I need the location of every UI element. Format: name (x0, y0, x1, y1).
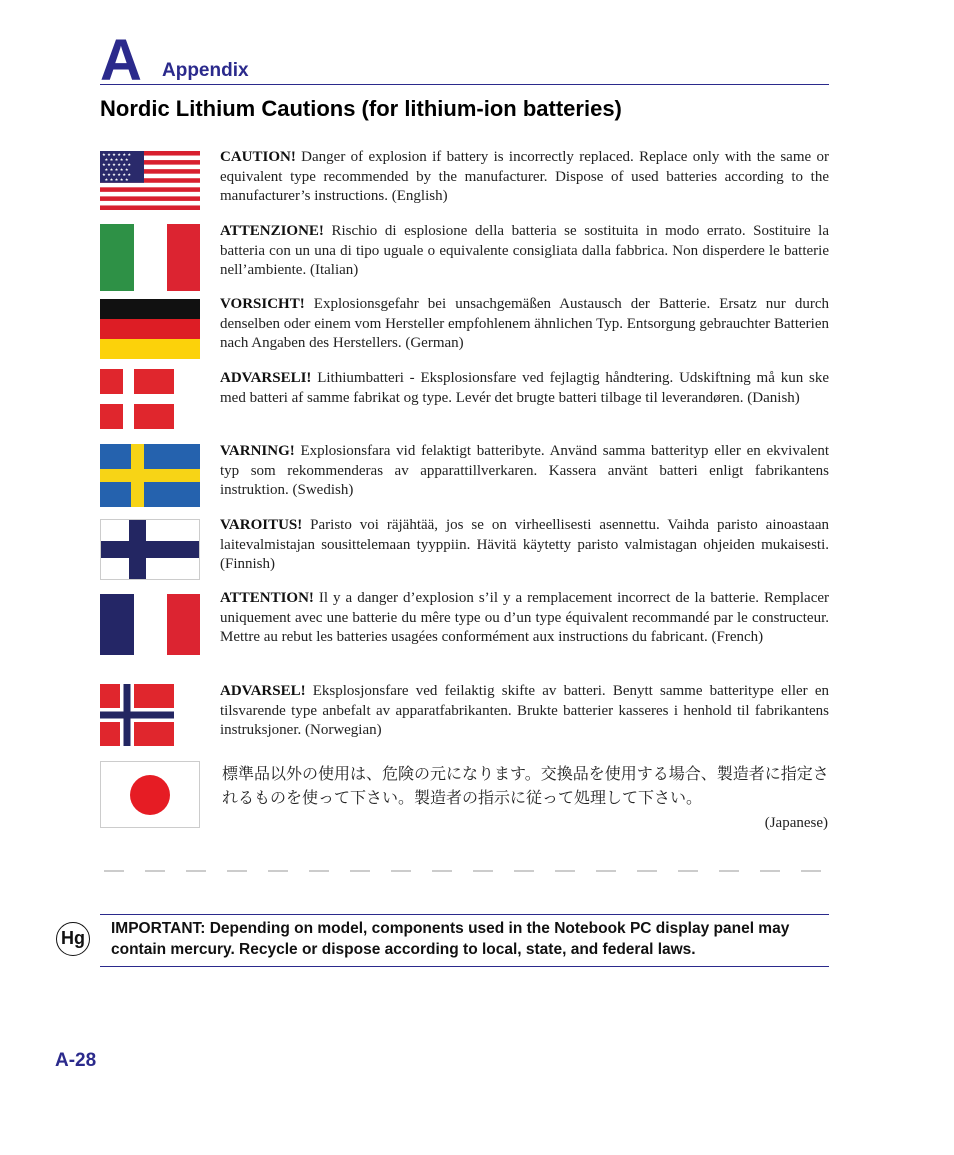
important-rule-bottom (100, 966, 829, 967)
dashed-separator (104, 870, 830, 872)
caution-text: Rischio di esplosione della batteria se sostituita in modo errato. Sostituire la batteria con un una di tipo uguale o equivalente consigliata dalla fabbrica. Non disperdere le batterie nell’ambiente. (Italian) (220, 223, 829, 278)
caution-text: Lithiumbatteri - Eksplosionsfare ved fejlagtig håndtering. Udskiftning må kun ske med batteri af samme fabrikat og type. Levér det brugte batteri tilbage til leverandøren. (Danish) (220, 370, 829, 406)
caution-text: Explosionsgefahr bei unsachgemäßen Austausch der Batterie. Ersatz nur durch denselben oder einem vom Hersteller empfohlenem ähnlichen Typ. Entsorgung gebrauchter Batterien nach Angaben des Herstellers. (German) (220, 296, 829, 351)
caution-danish (220, 369, 829, 408)
usa-flag (100, 151, 200, 210)
caution-lead: VAROITUS! (220, 517, 303, 533)
svg-text:★ ★ ★ ★ ★ ★: ★ ★ ★ ★ ★ ★ (102, 152, 132, 157)
caution-lead: CAUTION! (220, 149, 296, 165)
caution-lead: VORSICHT! (220, 296, 305, 312)
svg-text:★ ★ ★ ★ ★ ★: ★ ★ ★ ★ ★ ★ (102, 172, 132, 177)
caution-text: Danger of explosion if battery is incorrectly replaced. Replace only with the same or equivalent type recommended by the manufacturer. Dispose of used batteries according to the manufacturer’s instructions. (English) (220, 149, 829, 204)
caution-text: Paristo voi räjähtää, jos se on virheellisesti asennettu. Vaihda paristo ainoastaan laitevalmistajan sousittelemaan tyyppiin. Hävitä käytetty paristo valmistagan ohjeiden mukaisesti. (Finnish) (220, 517, 829, 572)
norway-flag (100, 684, 174, 746)
important-rule-top (100, 914, 829, 915)
caution-english (220, 148, 829, 207)
header-rule (100, 84, 829, 85)
caution-lead: ATTENZIONE! (220, 223, 324, 239)
japan-flag (100, 761, 200, 828)
mercury-icon: Hg (56, 922, 90, 956)
caution-finnish (220, 516, 829, 575)
caution-text: Explosionsfara vid felaktigt batteribyte. Använd samma batterityp eller en ekvivalent typ som rekommenderas av apparattillverkaren. Kassera använt batteri enligt fabrikantens instruktion. (Swedish) (220, 443, 829, 498)
japanese-language-label: (Japanese) (764, 815, 828, 831)
caution-lead: ADVARSELI! (220, 370, 312, 386)
page-title: Nordic Lithium Cautions (for lithium-ion batteries) (100, 96, 622, 121)
caution-german (220, 295, 829, 354)
important-note: IMPORTANT: Depending on model, components used in the Notebook PC display panel may contain mercury. Recycle or dispose according to local, state, and federal laws. (111, 920, 790, 958)
italy-flag (100, 224, 200, 291)
caution-lead: ATTENTION! (220, 590, 314, 606)
section-label: Appendix (162, 60, 249, 81)
svg-text:★ ★ ★ ★ ★: ★ ★ ★ ★ ★ (104, 167, 129, 172)
caution-text: Il y a danger d’explosion s’il y a remplacement incorrect de la batterie. Remplacer uniquement avec une batterie du mêre type ou d’un type équivalent recommandé par le constructeur. Mettre au rebut les batteries usagées conformément aux instructions du fabricant. (French) (220, 590, 829, 645)
caution-text: Eksplosjonsfare ved feilaktig skifte av batteri. Benytt samme batteritype eller en tilsvarende type anbefalt av apparatfabrikanten. Brukte batterier kasseres i henhold til fabrikantens instruksjoner. (Norwegian) (220, 683, 829, 738)
svg-text:★ ★ ★ ★ ★: ★ ★ ★ ★ ★ (104, 177, 129, 182)
germany-flag (100, 299, 200, 359)
svg-text:★ ★ ★ ★ ★ ★: ★ ★ ★ ★ ★ ★ (102, 162, 132, 167)
caution-italian (220, 222, 829, 281)
page-number: A-28 (55, 1050, 97, 1071)
france-flag (100, 594, 200, 655)
finland-flag (100, 519, 200, 580)
caution-norwegian (220, 682, 829, 741)
svg-text:★ ★ ★ ★ ★: ★ ★ ★ ★ ★ (104, 157, 129, 162)
caution-lead: ADVARSEL! (220, 683, 306, 699)
sweden-flag (100, 444, 200, 507)
appendix-letter: A (100, 28, 142, 93)
denmark-flag (100, 369, 174, 429)
caution-lead: VARNING! (220, 443, 295, 459)
caution-swedish (220, 442, 829, 501)
caution-japanese: 標準品以外の使用は、危険の元になります。交換品を使用する場合、製造者に指定されるものを使って下さい。製造者の指示に従って処理して下さい。 (222, 764, 829, 807)
caution-french (220, 589, 829, 648)
